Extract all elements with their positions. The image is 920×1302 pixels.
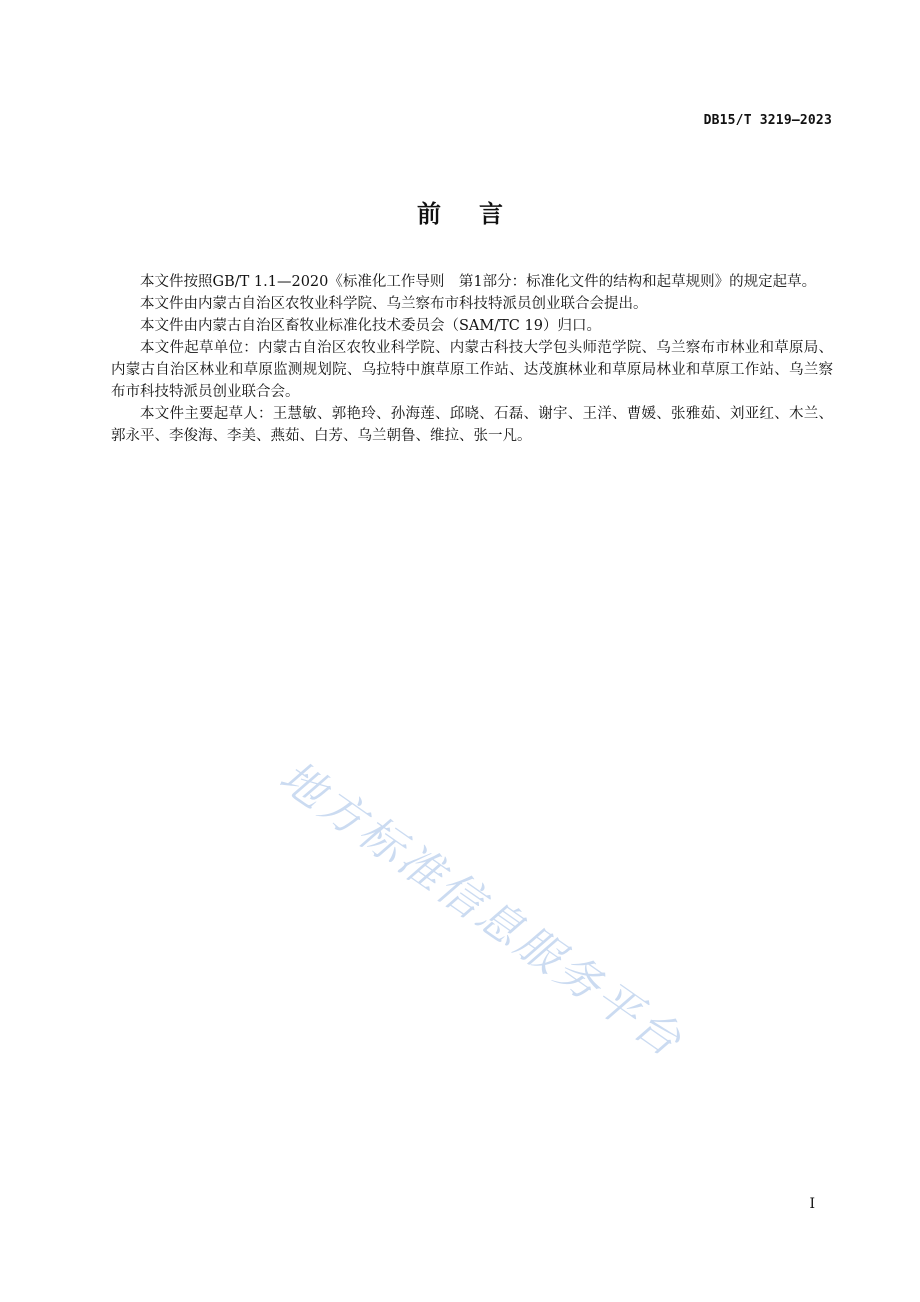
paragraph-drafting-rules: 本文件按照GB/T 1.1—2020《标准化工作导则 第1部分：标准化文件的结构和起草规则》的规定起草。 — [140, 274, 817, 290]
document-code: DB15/T 3219—2023 — [703, 113, 832, 128]
paragraph-drafting-units: 本文件起草单位：内蒙古自治区农牧业科学院、内蒙古科技大学包头师范学院、乌兰察布市林业和草原局、内蒙古自治区林业和草原监测规划院、乌拉特中旗草原工作站、达茂旗林业和草原局林业和草原工作站、乌兰察布市科技特派员创业联合会。 — [111, 340, 833, 400]
page-number: I — [809, 1196, 815, 1212]
paragraph-drafters: 本文件主要起草人：王慧敏、郭艳玲、孙海莲、邱晓、石磊、谢宇、王洋、曹媛、张雅茹、刘亚红、木兰、郭永平、李俊海、李美、燕茹、白芳、乌兰朝鲁、维拉、张一凡。 — [111, 406, 833, 444]
page-title: 前言 — [417, 200, 541, 228]
foreword-body — [111, 271, 833, 447]
paragraph-centralized-unit: 本文件由内蒙古自治区畜牧业标准化技术委员会（SAM/TC 19）归口。 — [140, 318, 601, 334]
watermark: 地方标准信息服务平台 — [270, 751, 693, 1069]
paragraph-proposer: 本文件由内蒙古自治区农牧业科学院、乌兰察布市科技特派员创业联合会提出。 — [140, 296, 648, 312]
